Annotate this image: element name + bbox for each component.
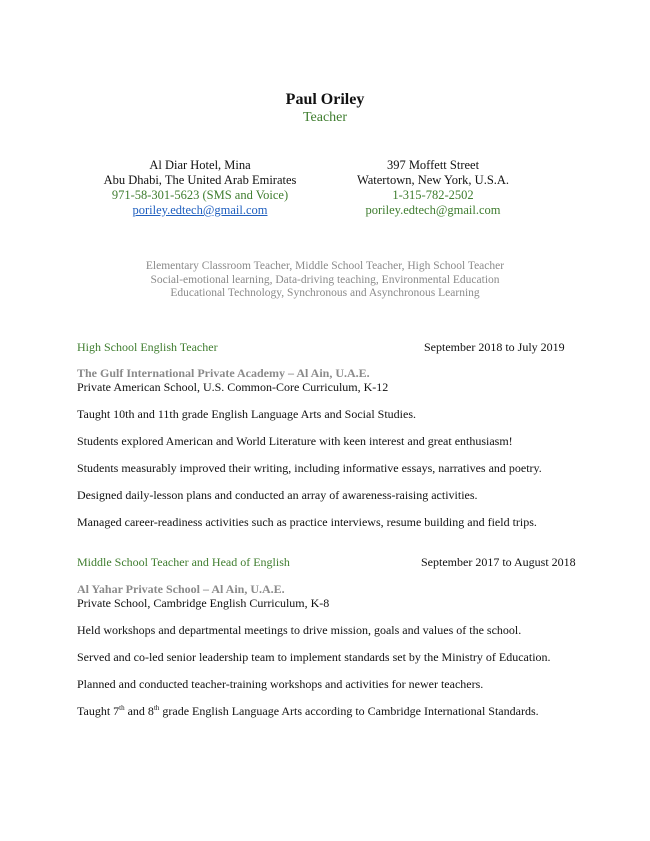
job-bullet: Planned and conducted teacher-training workshops and activities for newer teachers. (77, 677, 484, 691)
job-bullet (77, 704, 539, 719)
job-bullet: Students measurably improved their writing, including informative essays, narratives and poetry. (77, 461, 542, 475)
school-description: Private American School, U.S. Common-Core Curriculum, K-12 (77, 380, 389, 394)
job-bullet: Served and co-led senior leadership team to implement standards set by the Ministry of Education. (77, 650, 551, 664)
email-text: poriley.edtech@gmail.com (365, 203, 501, 217)
ordinal-suffix: th (153, 704, 160, 712)
job-title: High School English Teacher (77, 340, 218, 354)
job-bullet: Taught 10th and 11th grade English Language Arts and Social Studies. (77, 407, 416, 421)
candidate-title: Teacher (302, 110, 348, 125)
job-bullet: Students explored American and World Literature with keen interest and great enthusiasm! (77, 434, 513, 448)
address-block-usa (338, 158, 528, 218)
phone-number: 971-58-301-5623 (SMS and Voice) (111, 188, 289, 202)
job-bullet: Managed career-readiness activities such as practice interviews, resume building and field trips. (77, 515, 537, 529)
bullet-text: Taught 7 (77, 704, 120, 718)
job-dates: September 2018 to July 2019 (424, 340, 565, 354)
skills-summary (0, 260, 650, 301)
phone-number: 1-315-782-2502 (392, 188, 474, 202)
email-link[interactable]: poriley.edtech@gmail.com (132, 203, 268, 217)
job-bullet: Designed daily-lesson plans and conducted an array of awareness-raising activities. (77, 488, 478, 502)
address-line: Al Diar Hotel, Mina (149, 158, 251, 172)
school-name: Al Yahar Private School – Al Ain, U.A.E. (77, 582, 285, 596)
job-dates: September 2017 to August 2018 (421, 555, 576, 569)
address-line: 397 Moffett Street (386, 158, 480, 172)
summary-line: Educational Technology, Synchronous and Asynchronous Learning (170, 287, 480, 299)
school-name: The Gulf International Private Academy – Al Ain, U.A.E. (77, 366, 370, 380)
bullet-text: and 8 (124, 704, 154, 718)
job-bullet: Held workshops and departmental meetings to drive mission, goals and values of the school. (77, 623, 522, 637)
job-title: Middle School Teacher and Head of English (77, 555, 290, 569)
summary-line: Social-emotional learning, Data-driving teaching, Environmental Education (150, 273, 500, 286)
candidate-name: Paul Oriley (285, 91, 365, 108)
bullet-text: grade English Language Arts according to Cambridge International Standards. (159, 704, 539, 718)
ordinal-suffix: th (119, 704, 125, 712)
address-line: Abu Dhabi, The United Arab Emirates (103, 173, 297, 187)
school-description: Private School, Cambridge English Curriculum, K-8 (77, 596, 330, 610)
address-block-uae (90, 158, 310, 218)
address-line: Watertown, New York, U.S.A. (356, 173, 510, 187)
summary-line: Elementary Classroom Teacher, Middle School Teacher, High School Teacher (145, 260, 505, 272)
